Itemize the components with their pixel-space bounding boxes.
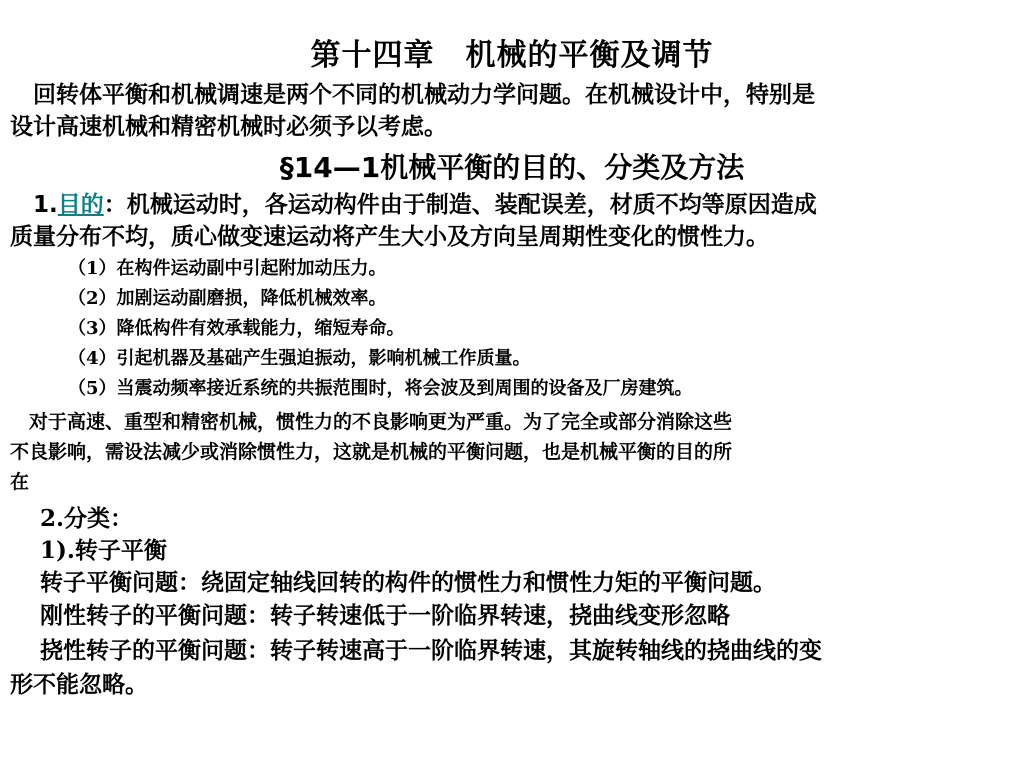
purpose-line-2: 质量分布不均，质心做变速运动将产生大小及方向呈周期性变化的惯性力。 [10, 223, 769, 250]
intro-line-2: 设计高速机械和精密机械时必须予以考虑。 [10, 113, 447, 140]
effect-item-2: （2）加剧运动副磨损，降低机械效率。 [68, 288, 387, 309]
rotor-balance-heading: 1).转子平衡 [40, 537, 167, 564]
purpose-indent [10, 191, 33, 218]
flexible-rotor-line-1: 挠性转子的平衡问题：转子转速高于一阶临界转速，其旋转轴线的挠曲线的变 [40, 637, 822, 664]
effect-item-5: （5）当震动频率接近系统的共振范围时，将会波及到周围的设备及厂房建筑。 [68, 378, 693, 399]
intro-line-1: 回转体平衡和机械调速是两个不同的机械动力学问题。在机械设计中，特别是 [10, 81, 815, 108]
purpose-link[interactable]: 目的 [57, 191, 104, 218]
summary-line-2: 不良影响，需设法减少或消除惯性力，这就是机械的平衡问题，也是机械平衡的目的所 [10, 441, 733, 463]
purpose-line-1-text: ：机械运动时，各运动构件由于制造、装配误差，材质不均等原因造成 [103, 191, 817, 218]
summary-line-1: 对于高速、重型和精密机械，惯性力的不良影响更为严重。为了完全或部分消除这些 [10, 411, 733, 433]
effect-item-3: （3）降低构件有效承载能力，缩短寿命。 [68, 318, 405, 339]
effect-item-4: （4）引起机器及基础产生强迫振动，影响机械工作质量。 [68, 348, 531, 369]
rotor-balance-text: 转子平衡问题：绕固定轴线回转的构件的惯性力和惯性力矩的平衡问题。 [40, 569, 776, 596]
page-title: 第十四章 机械的平衡及调节 [310, 38, 714, 73]
rigid-rotor-text: 刚性转子的平衡问题：转子转速低于一阶临界转速，挠曲线变形忽略 [40, 602, 730, 629]
summary-line-3: 在 [10, 471, 30, 493]
purpose-number: 1. [33, 192, 58, 218]
effect-item-1: （1）在构件运动副中引起附加动压力。 [68, 258, 387, 279]
flexible-rotor-line-2: 形不能忽略。 [10, 671, 148, 698]
classification-heading: 2.分类： [40, 505, 134, 532]
purpose-line-1 [10, 190, 1014, 220]
section-heading: §14—1机械平衡的目的、分类及方法 [279, 151, 745, 184]
